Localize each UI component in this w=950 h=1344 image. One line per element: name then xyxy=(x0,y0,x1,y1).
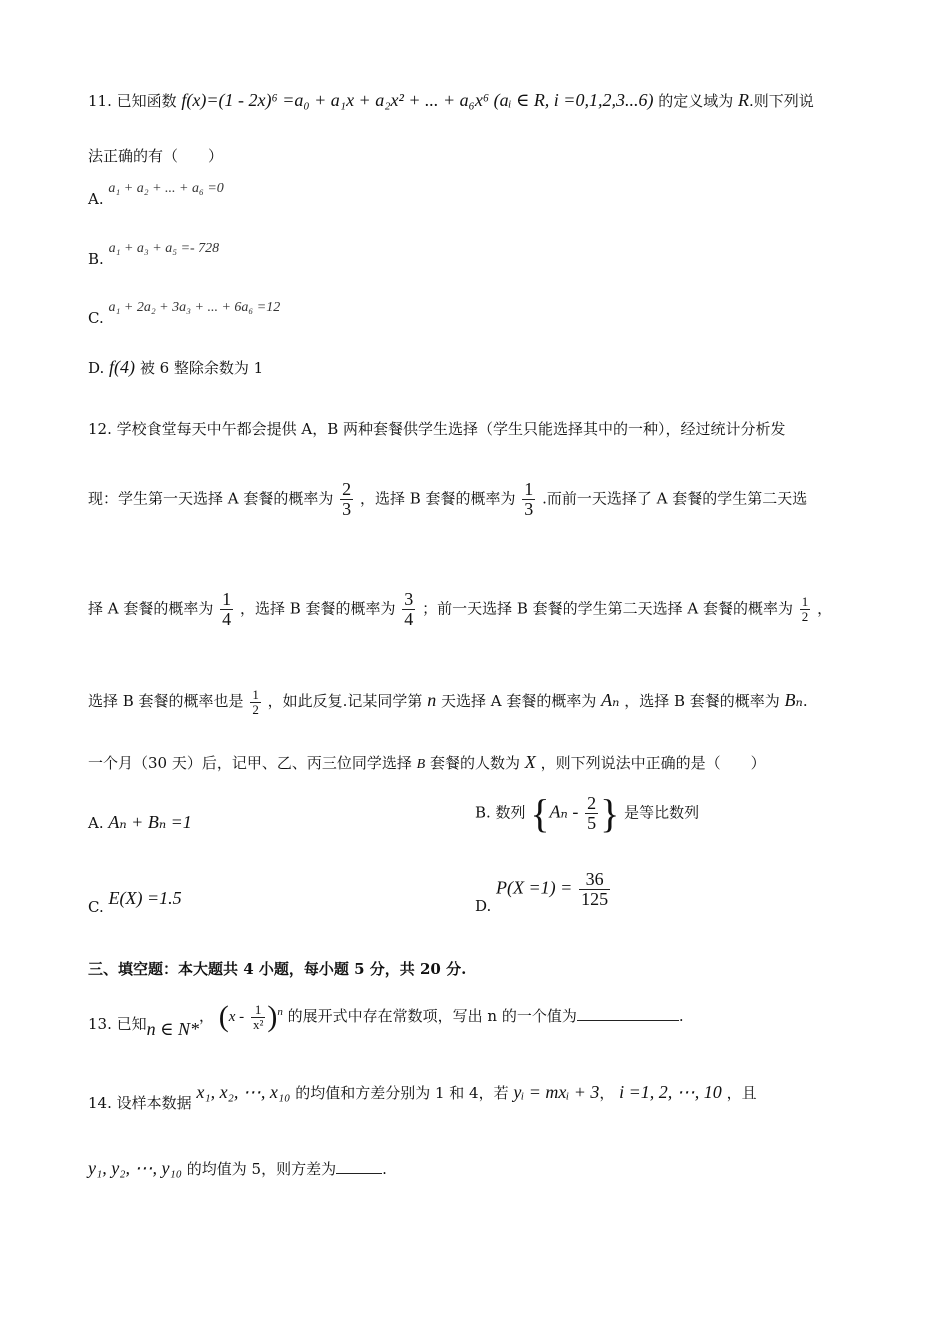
option-math: f(4) xyxy=(109,357,136,377)
section-heading: 三、填空题：本大题共 4 小题，每小题 5 分，共 20 分. xyxy=(88,960,467,978)
fraction-2-3 xyxy=(340,480,353,519)
fraction-3-4 xyxy=(402,590,415,629)
q14-text: 的均值和方差分别为 1 和 4，若 xyxy=(295,1084,509,1102)
fraction-2-5 xyxy=(585,794,598,833)
fraction-1-2 xyxy=(800,595,811,623)
q12-line3 xyxy=(88,590,832,629)
x-var: X xyxy=(524,752,536,772)
q12-text: 选择 B 套餐的概率也是 xyxy=(88,692,244,711)
fraction-1-4 xyxy=(220,590,233,629)
option-text: 是等比数列 xyxy=(624,803,700,822)
answer-blank[interactable] xyxy=(336,1173,382,1174)
option-math: Aₙ - xyxy=(549,801,579,822)
q12-text: 套餐的人数为 xyxy=(429,754,520,772)
left-brace: { xyxy=(530,791,550,836)
q14-text: ， xyxy=(599,1084,615,1102)
option-label: D. xyxy=(475,897,492,916)
option-label: B. xyxy=(88,250,104,268)
q13-line xyxy=(88,1000,684,1039)
numerator: 1 xyxy=(801,594,809,610)
numerator: 2 xyxy=(342,479,352,499)
q12-line4 xyxy=(88,688,808,716)
fraction-36-125 xyxy=(579,870,610,909)
fraction-1-x2 xyxy=(251,1003,265,1031)
q14-text: ，且 xyxy=(726,1084,757,1102)
q14-relation: yᵢ = mxᵢ + 3 xyxy=(513,1082,600,1102)
option-label: A. xyxy=(88,814,104,832)
q11-line1 xyxy=(88,90,814,111)
q14-samples: x₁, x₂, ⋯, x₁₀ xyxy=(196,1082,291,1102)
denominator: 2 xyxy=(801,608,809,624)
right-paren: ) xyxy=(267,1000,278,1033)
left-paren: ( xyxy=(218,1000,229,1033)
q12-text: ；前一天选择 B 套餐的学生第二天选择 A 套餐的概率为 xyxy=(422,599,793,618)
q14-line1 xyxy=(88,1082,757,1112)
option-math: a₁ + 2a₂ + 3a₃ + ... + 6a₆ =12 xyxy=(108,300,281,315)
q14-text: 的均值为 5，则方差为 xyxy=(186,1160,337,1178)
q13-exponent: n xyxy=(277,1006,283,1018)
denominator: x² xyxy=(252,1016,264,1032)
q12-text: 天选择 A 套餐的概率为 xyxy=(440,692,597,711)
answer-blank[interactable] xyxy=(577,1020,679,1021)
q12-text: ，选择 B 套餐的概率为 xyxy=(624,692,780,711)
q11-option-c xyxy=(88,297,281,327)
b-var: B xyxy=(416,757,426,772)
numerator: 1 xyxy=(222,589,232,609)
q11-line2: 法正确的有（ ） xyxy=(88,147,224,165)
q14-text: . xyxy=(382,1160,387,1178)
numerator: 3 xyxy=(404,589,414,609)
q12-text: ，选择 B 套餐的概率为 xyxy=(239,599,396,618)
q12-line1: 12. 学校食堂每天中午都会提供 A，B 两种套餐供学生选择（学生只能选择其中的一种），经过统计分析发 xyxy=(88,420,786,438)
n-var: n xyxy=(427,690,437,711)
right-brace: } xyxy=(600,791,620,836)
q12-text: 现：学生第一天选择 A 套餐的概率为 xyxy=(88,489,334,508)
q11-suffix2: .则下列说 xyxy=(749,92,814,110)
q13-text: 13. 已知 xyxy=(88,1015,147,1033)
q11-suffix: 的定义域为 xyxy=(658,92,734,110)
q12-text: ，选择 B 套餐的概率为 xyxy=(359,489,516,508)
option-math: a₁ + a₂ + ... + a₆ =0 xyxy=(108,181,224,196)
option-math: P(X =1) = xyxy=(496,877,573,898)
q12-option-b xyxy=(475,790,699,837)
numerator: 1 xyxy=(254,1001,262,1017)
option-label: D. xyxy=(88,359,105,377)
denominator: 4 xyxy=(222,608,232,629)
q14-line2 xyxy=(88,1158,387,1179)
option-label: C. xyxy=(88,309,104,327)
denominator: 4 xyxy=(404,608,414,629)
q14-text: 14. 设样本数据 xyxy=(88,1094,192,1112)
q13-condition: n ∈ N* xyxy=(146,1019,199,1039)
option-label: C. xyxy=(88,898,104,916)
q11-option-d xyxy=(88,357,263,378)
q12-option-a xyxy=(88,812,192,833)
q11-option-a xyxy=(88,178,224,208)
q12-text: 一个月（30 天）后，记甲、乙、丙三位同学选择 xyxy=(88,754,412,772)
bn-var: Bₙ xyxy=(784,690,803,711)
fraction-1-3 xyxy=(522,480,535,519)
q13-expr: x - xyxy=(228,1009,245,1025)
q12-line2 xyxy=(88,480,807,519)
q12-text: 择 A 套餐的概率为 xyxy=(88,599,214,618)
q12-text: ， xyxy=(817,599,833,618)
q12-option-c xyxy=(88,888,182,916)
q12-text: . xyxy=(802,692,808,711)
fraction-1-2 xyxy=(250,688,261,716)
q12-text: ，则下列说法中正确的是（ ） xyxy=(540,754,766,772)
q14-range: i =1, 2, ⋯, 10 xyxy=(619,1082,722,1102)
denominator: 125 xyxy=(581,888,609,909)
q11-formula: f(x)=(1 - 2x)⁶ =a₀ + a₁x + a₂x² + ... + a₆x⁶ (aᵢ ∈ R, i =0,1,2,3...6) xyxy=(181,90,654,110)
q12-option-d xyxy=(475,869,612,916)
option-math: a₁ + a₃ + a₅ =- 728 xyxy=(108,241,220,256)
option-text: 被 6 整除余数为 1 xyxy=(139,359,264,377)
numerator: 36 xyxy=(585,869,604,889)
denominator: 5 xyxy=(587,813,597,833)
option-label: B. 数列 xyxy=(475,803,526,822)
numerator: 1 xyxy=(524,479,534,499)
q14-ys: y₁, y₂, ⋯, y₁₀ xyxy=(88,1158,182,1178)
denominator: 3 xyxy=(342,498,352,519)
q13-text: 的展开式中存在常数项，写出 n 的一个值为 xyxy=(287,1007,577,1025)
q13-text: ， xyxy=(198,1007,214,1025)
option-math: E(X) =1.5 xyxy=(108,888,182,908)
q11-option-b xyxy=(88,238,220,268)
option-label: A. xyxy=(88,190,104,208)
denominator: 2 xyxy=(252,701,259,717)
q13-text: . xyxy=(678,1007,684,1025)
q11-domain-var: R xyxy=(738,90,750,110)
numerator: 1 xyxy=(252,687,259,702)
q11-prefix: 11. 已知函数 xyxy=(88,92,177,110)
q12-text: .而前一天选择了 A 套餐的学生第二天选 xyxy=(542,489,808,508)
denominator: 3 xyxy=(524,498,534,519)
q12-line5 xyxy=(88,752,766,773)
option-math: Aₙ + Bₙ =1 xyxy=(108,812,192,832)
numerator: 2 xyxy=(587,793,597,814)
an-var: Aₙ xyxy=(601,690,620,711)
q12-text: ，如此反复.记某同学第 xyxy=(267,692,423,711)
